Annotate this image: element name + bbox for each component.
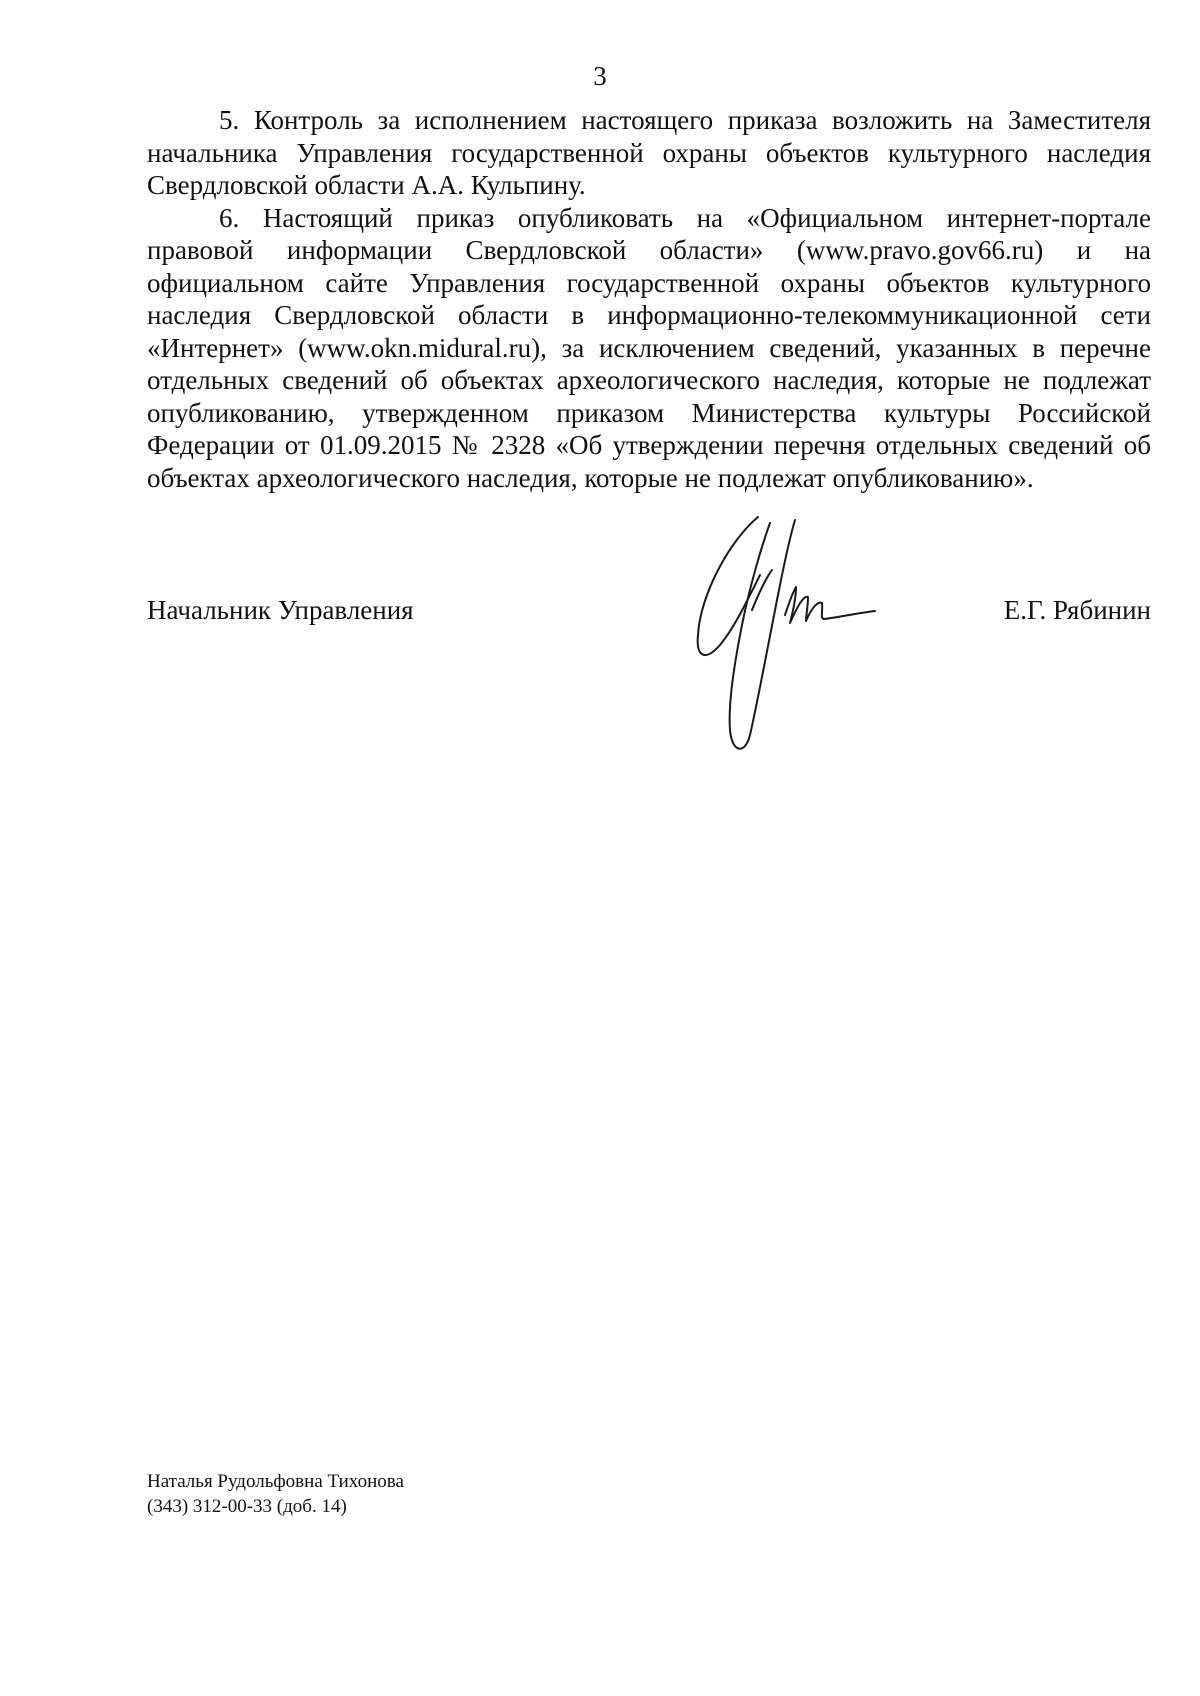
signer-name: Е.Г. Рябинин xyxy=(1003,595,1151,625)
paragraph-5: 5. Контроль за исполнением настоящего приказа возложить на Заместителя начальника Управления государственной охраны объектов культурного наследия Свердловской области А.А. Кульпину. xyxy=(147,105,1151,200)
contact-phone: (343) 312-00-33 (доб. 14) xyxy=(147,1496,347,1517)
handwritten-signature xyxy=(690,515,905,760)
signature-block xyxy=(147,594,1151,626)
page-number: 3 xyxy=(593,61,607,91)
signer-position: Начальник Управления xyxy=(147,595,414,625)
contact-name: Наталья Рудольфовна Тихонова xyxy=(147,1471,404,1492)
document-body xyxy=(147,104,1151,494)
paragraph-6: 6. Настоящий приказ опубликовать на «Официальном интернет-портале правовой информации Свердловской области» (www.pravo.gov66.ru) и на официальном сайте Управления государственной охраны объектов культурного наследия Свердловской области в информационно-телекоммуникационной сети «Интернет» (www.okn.midural.ru), за исключением сведений, указанных в перечне отдельных сведений об объектах археологического наследия, которые не подлежат опубликованию, утвержденном приказом Министерства культуры Российской Федерации от 01.09.2015 № 2328 «Об утверждении перечня отдельных сведений об объектах археологического наследия, которые не подлежат опубликованию». xyxy=(147,202,1151,493)
contact-info xyxy=(147,1469,404,1519)
